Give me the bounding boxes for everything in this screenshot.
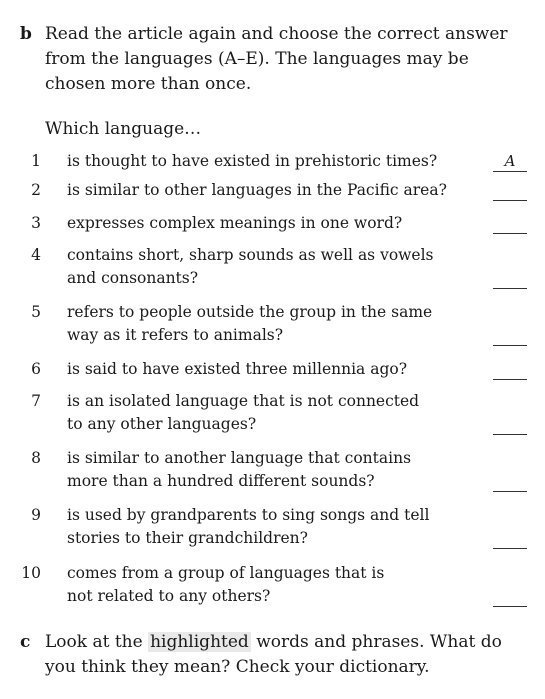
answer-blank[interactable] [493,471,527,492]
question-text: expresses complex meanings in one word? [67,214,403,232]
section-b-instructions: Read the article again and choose the correct answer from the languages (A–E). The languages may be chosen more than once. [45,24,508,94]
section-c-text-before: Look at the [45,632,149,652]
answer-blank[interactable] [493,528,527,549]
highlighted-word: highlighted [150,632,249,652]
section-c-text-after: words and phrases. What do you think they mean? Check your dictionary. [45,632,502,677]
section-b-letter: b [20,24,32,44]
question-text: contains short, sharp sounds as well as vowels and consonants? [67,246,434,287]
question-number: 4 [31,246,41,264]
question-text: is similar to another language that contains more than a hundred different sounds? [67,449,412,490]
section-c-instructions [45,630,525,680]
question-number: 3 [31,214,41,232]
question-text: is an isolated language that is not connected to any other languages? [67,392,420,433]
question-text: is thought to have existed in prehistoric times? [67,152,438,170]
answer-blank[interactable] [493,359,527,380]
answer-blank[interactable] [493,180,527,201]
section-c-letter: c [20,632,31,652]
question-text: is used by grandparents to sing songs and tell stories to their grandchildren? [67,506,430,547]
answer-blank[interactable] [493,325,527,346]
question-text: is similar to other languages in the Pacific area? [67,181,447,199]
answer-blank[interactable] [493,586,527,607]
answer-blank[interactable] [493,268,527,289]
section-c [20,630,525,690]
question-number: 7 [31,392,41,410]
questions-intro: Which language… [45,119,202,139]
answer-blank[interactable] [493,213,527,234]
section-b [20,22,525,112]
question-text: refers to people outside the group in the same way as it refers to animals? [67,303,433,344]
question-number: 2 [31,181,41,199]
answer-blank[interactable]: A [493,151,527,172]
question-number: 6 [31,360,41,378]
question-number: 8 [31,449,41,467]
question-number: 1 [31,152,41,170]
question-text: comes from a group of languages that is not related to any others? [67,564,385,605]
question-number: 5 [31,303,41,321]
question-number: 10 [21,564,41,582]
answer-blank[interactable] [493,414,527,435]
question-number: 9 [31,506,41,524]
question-text: is said to have existed three millennia ago? [67,360,408,378]
